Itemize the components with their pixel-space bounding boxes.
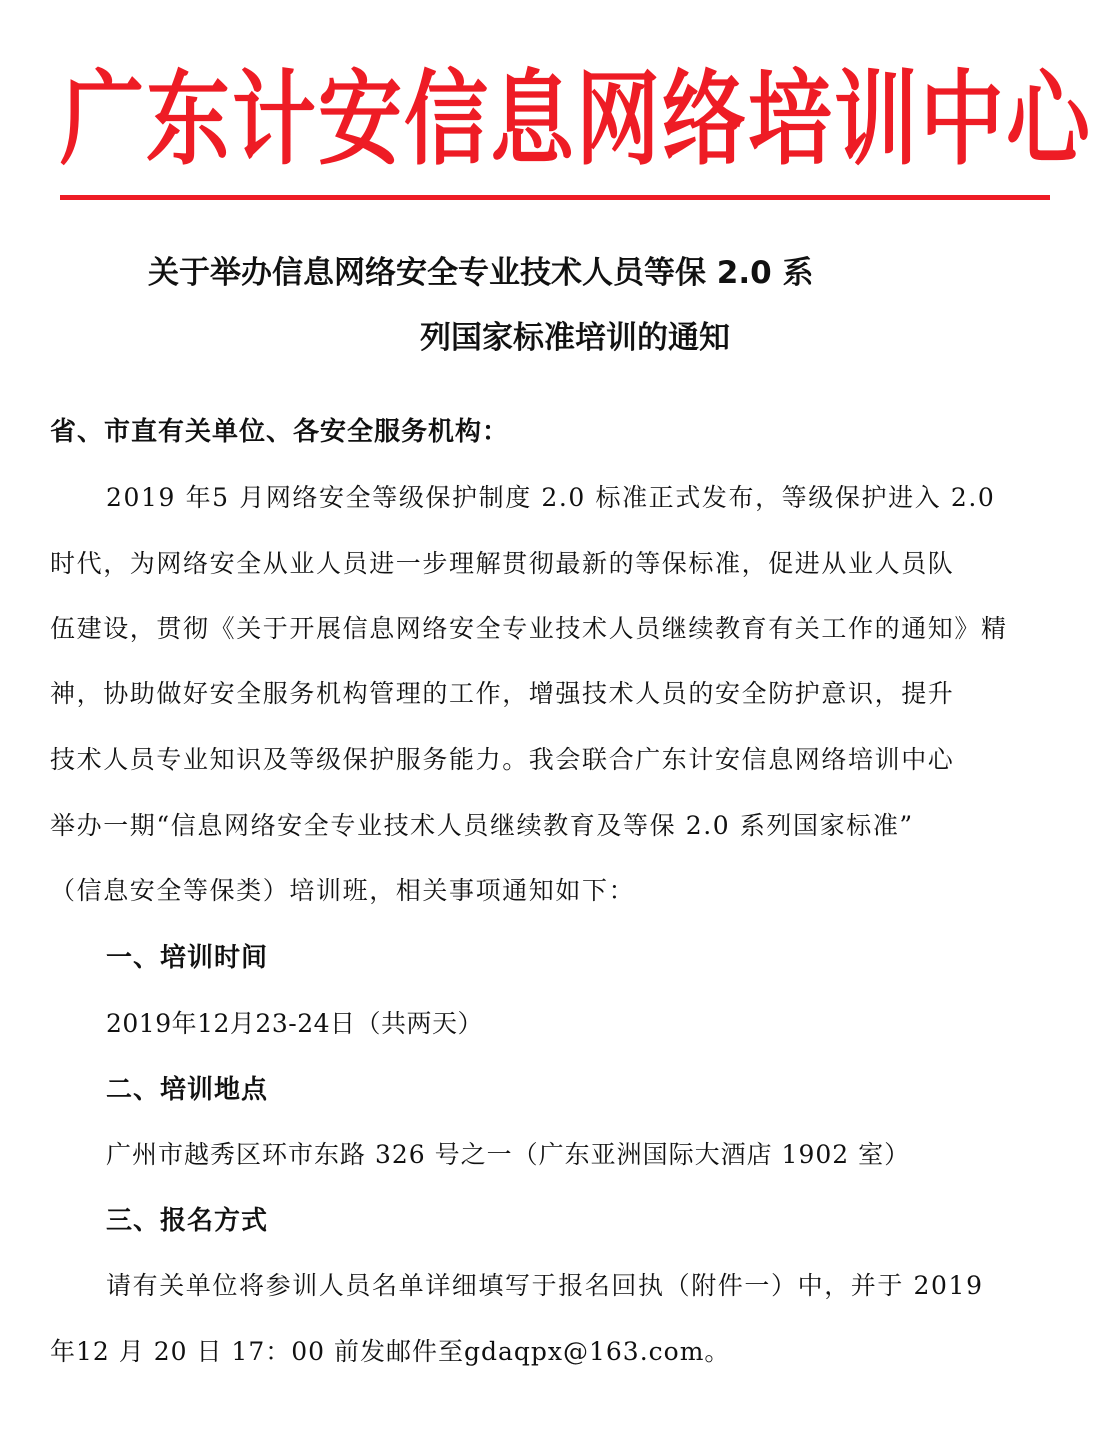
body-line: 神，协助做好安全服务机构管理的工作，增强技术人员的安全防护意识，提升 [50, 679, 955, 708]
section-text-registration: 请有关单位将参训人员名单详细填写于报名回执（附件一）中，并于 2019 [106, 1271, 984, 1300]
body-line: 举办一期“信息网络安全专业技术人员继续教育及等保 2.0 系列国家标准” [50, 811, 914, 840]
section-heading-time: 一、培训时间 [106, 943, 269, 973]
body-line: （信息安全等保类）培训班，相关事项通知如下： [50, 876, 636, 905]
section-heading-registration: 三、报名方式 [106, 1206, 269, 1236]
body-line: 伍建设，贯彻《关于开展信息网络安全专业技术人员继续教育有关工作的通知》精 [50, 614, 1008, 643]
section-heading-location: 二、培训地点 [106, 1075, 269, 1105]
section-text-location: 广州市越秀区环市东路 326 号之一（广东亚洲国际大酒店 1902 室） [106, 1140, 911, 1169]
section-text-time: 2019年12月23-24日（共两天） [106, 1009, 484, 1038]
salutation: 省、市直有关单位、各安全服务机构： [50, 417, 510, 447]
letterhead-red-rule [60, 195, 1050, 200]
section-text-registration: 年12 月 20 日 17：00 前发邮件至gdaqpx@163.com。 [50, 1337, 731, 1366]
letterhead-org-name: 广东计安信息网络培训中心 [60, 59, 1093, 180]
body-line: 时代，为网络安全从业人员进一步理解贯彻最新的等保标准，促进从业人员队 [50, 549, 955, 578]
body-line: 2019 年5 月网络安全等级保护制度 2.0 标准正式发布，等级保护进入 2.0 [106, 483, 996, 512]
notice-title-line-2: 列国家标准培训的通知 [420, 320, 730, 356]
notice-title-line-1: 关于举办信息网络安全专业技术人员等保 2.0 系 [148, 255, 814, 291]
body-line: 技术人员专业知识及等级保护服务能力。我会联合广东计安信息网络培训中心 [50, 745, 955, 774]
